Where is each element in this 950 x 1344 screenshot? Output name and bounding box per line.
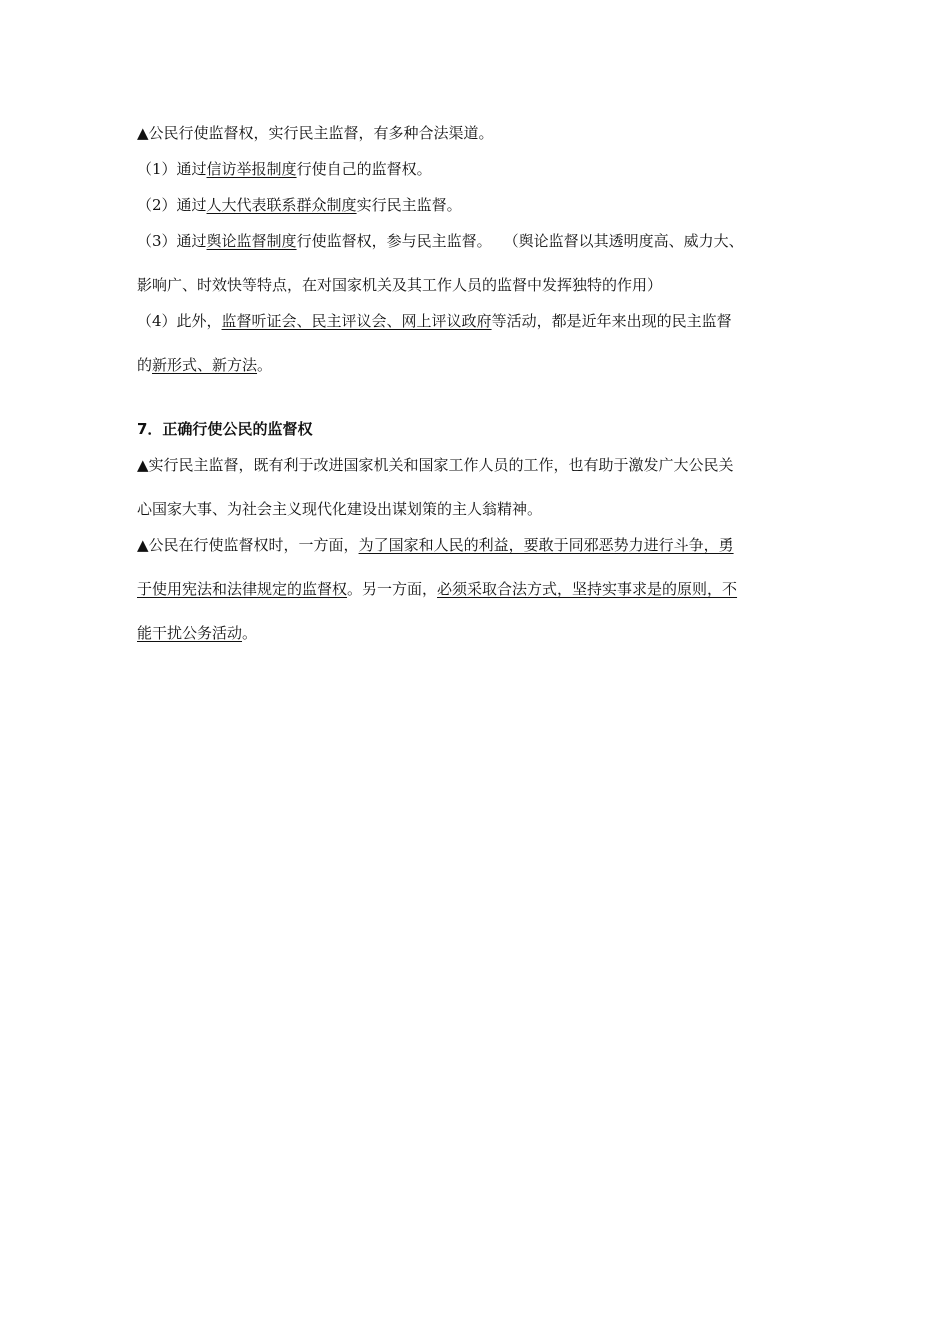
- section-7-para-2-line-2: [137, 578, 817, 600]
- item-3-prefix: （3）通过: [137, 232, 207, 250]
- section-7-heading: 7．正确行使公民的监督权: [137, 420, 313, 438]
- item-2-suffix: 实行民主监督。: [356, 196, 462, 214]
- para-2-key-phrase-1: 为了国家和人民的利益，要敢于同邪恶势力进行斗争，勇: [358, 536, 734, 554]
- section-7-para-2: [137, 534, 817, 556]
- item-2-key-term: 人大代表联系群众制度: [206, 196, 357, 214]
- document-page: [137, 122, 817, 644]
- item-4: [137, 310, 817, 332]
- item-2: [137, 194, 817, 216]
- item-4-line-2-key-term: 新形式、新方法: [152, 356, 258, 374]
- item-4-line-2-suffix: 。: [257, 356, 273, 374]
- item-1-prefix: （1）通过: [137, 160, 207, 178]
- para-2-end: 。: [242, 624, 258, 642]
- item-4-continuation: [137, 354, 817, 376]
- item-3-key-term: 舆论监督制度: [206, 232, 297, 250]
- item-2-prefix: （2）通过: [137, 196, 207, 214]
- item-4-suffix: 等活动，都是近年来出现的民主监督: [491, 312, 732, 330]
- section-7-para-2-line-3: [137, 622, 817, 644]
- para-2-key-phrase-3: 必须采取合法方式，坚持实事求是的原则，不: [437, 580, 738, 598]
- section-7-para-1: [137, 454, 817, 476]
- item-3-continuation: [137, 274, 817, 296]
- para-1-line-2: 心国家大事、为社会主义现代化建设出谋划策的主人翁精神。: [137, 500, 543, 518]
- para-2-key-phrase-4: 能干扰公务活动: [137, 624, 243, 642]
- triangle-bullet-icon: ▲: [137, 456, 149, 474]
- item-1-key-term: 信访举报制度: [206, 160, 297, 178]
- triangle-bullet-icon: ▲: [137, 124, 149, 142]
- item-3-note-line-2: 影响广、时效快等特点，在对国家机关及其工作人员的监督中发挥独特的作用）: [137, 276, 663, 294]
- triangle-bullet-icon: ▲: [137, 536, 149, 554]
- item-4-line-2-prefix: 的: [137, 356, 153, 374]
- item-4-prefix: （4）此外，: [137, 312, 222, 330]
- item-3-suffix: 行使监督权，参与民主监督。: [296, 232, 492, 250]
- para-1-line-1: 实行民主监督，既有利于改进国家机关和国家工作人员的工作，也有助于激发广大公民关: [148, 456, 734, 474]
- item-1-suffix: 行使自己的监督权。: [296, 160, 432, 178]
- item-4-key-term: 监督听证会、民主评议会、网上评议政府: [221, 312, 492, 330]
- para-2-key-phrase-2: 于使用宪法和法律规定的监督权: [137, 580, 348, 598]
- item-3-note-line-1: （舆论监督以其透明度高、威力大、: [503, 232, 744, 250]
- intro-text: 公民行使监督权，实行民主监督，有多种合法渠道。: [148, 124, 494, 142]
- para-2-middle: 。另一方面，: [347, 580, 438, 598]
- item-3: [137, 230, 817, 252]
- section-7-para-1-continuation: [137, 498, 817, 520]
- intro-line: [137, 122, 817, 144]
- item-1: [137, 158, 817, 180]
- para-2-prefix: 公民在行使监督权时，一方面，: [148, 536, 359, 554]
